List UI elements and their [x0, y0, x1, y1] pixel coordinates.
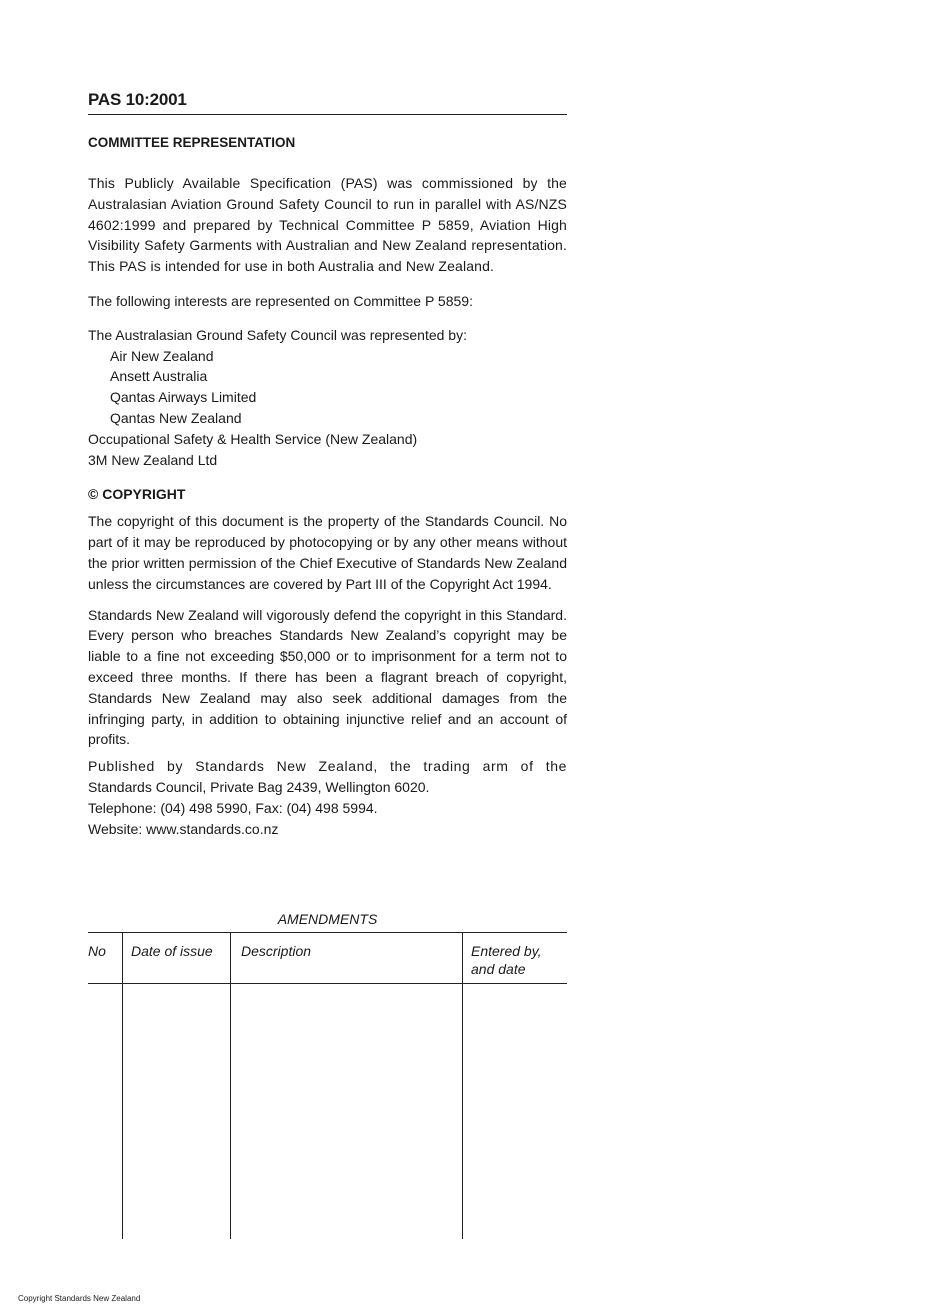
- published-by-line: Published by Standards New Zealand, the trading arm of the: [88, 758, 567, 775]
- committee-heading: COMMITTEE REPRESENTATION: [88, 135, 296, 150]
- copyright-paragraph-2: Standards New Zealand will vigorously defend the copyright in this Standard. Every person who breaches Standards New Zealand’s copyright may be liable to a fine not exceeding $50,000 or to imprisonment for a term not to exceed three months. If there has been a flagrant breach of copyright, Standards New Zealand may also seek additional damages from the infringing party, in addition to obtaining injunctive relief and an account of profits.: [88, 606, 567, 748]
- copyright-heading: © COPYRIGHT: [88, 486, 186, 503]
- column-divider: [122, 933, 123, 1239]
- column-entered-by-line-1: Entered by,: [471, 943, 542, 959]
- column-no: No: [88, 943, 106, 959]
- organisation-item: 3M New Zealand Ltd: [88, 451, 218, 468]
- address-line: Standards Council, Private Bag 2439, Wellington 6020.: [88, 778, 430, 795]
- amendments-title: AMENDMENTS: [277, 911, 378, 927]
- publisher-block: [88, 756, 567, 839]
- document-id: PAS 10:2001: [88, 88, 567, 115]
- footer-copyright-note: Copyright Standards New Zealand: [18, 1294, 141, 1303]
- member-item: Ansett Australia: [110, 368, 208, 385]
- column-entered-by: [471, 942, 542, 978]
- representation-list: [88, 325, 567, 471]
- amendments-header-row: [88, 933, 567, 984]
- copyright-paragraph-1: The copyright of this document is the property of the Standards Council. No part of it may be reproduced by photocopying or by any other means without the prior written permission of the Chief Executive of Standards New Zealand unless the circumstances are covered by Part III of the Copyright Act 1994.: [88, 513, 567, 592]
- document-page: [88, 88, 567, 977]
- organisation-item: Occupational Safety & Health Service (New Zealand): [88, 430, 418, 447]
- column-description: Description: [241, 943, 312, 959]
- column-date-of-issue: Date of issue: [131, 943, 213, 959]
- member-item: Qantas Airways Limited: [110, 389, 257, 406]
- represented-by-line: The Australasian Ground Safety Council was represented by:: [88, 326, 467, 343]
- telephone-line: Telephone: (04) 498 5990, Fax: (04) 498 5994.: [88, 799, 378, 816]
- website-line: Website: www.standards.co.nz: [88, 820, 279, 837]
- column-entered-by-line-2: and date: [471, 961, 526, 977]
- column-divider: [230, 933, 231, 1239]
- column-divider: [462, 933, 463, 1239]
- member-item: Qantas New Zealand: [110, 409, 242, 426]
- committee-intro-paragraph: This Publicly Available Specification (PAS) was commissioned by the Australasian Aviation Ground Safety Council to run in parallel with AS/NZS 4602:1999 and prepared by Technical Committee P 5859, Aviation High Visibility Safety Garments with Australian and New Zealand representation. This PAS is intended for use in both Australia and New Zealand.: [88, 175, 567, 275]
- member-item: Air New Zealand: [110, 347, 214, 364]
- amendments-table: [88, 932, 567, 1239]
- committee-interests-line: The following interests are represented on Committee P 5859:: [88, 292, 473, 309]
